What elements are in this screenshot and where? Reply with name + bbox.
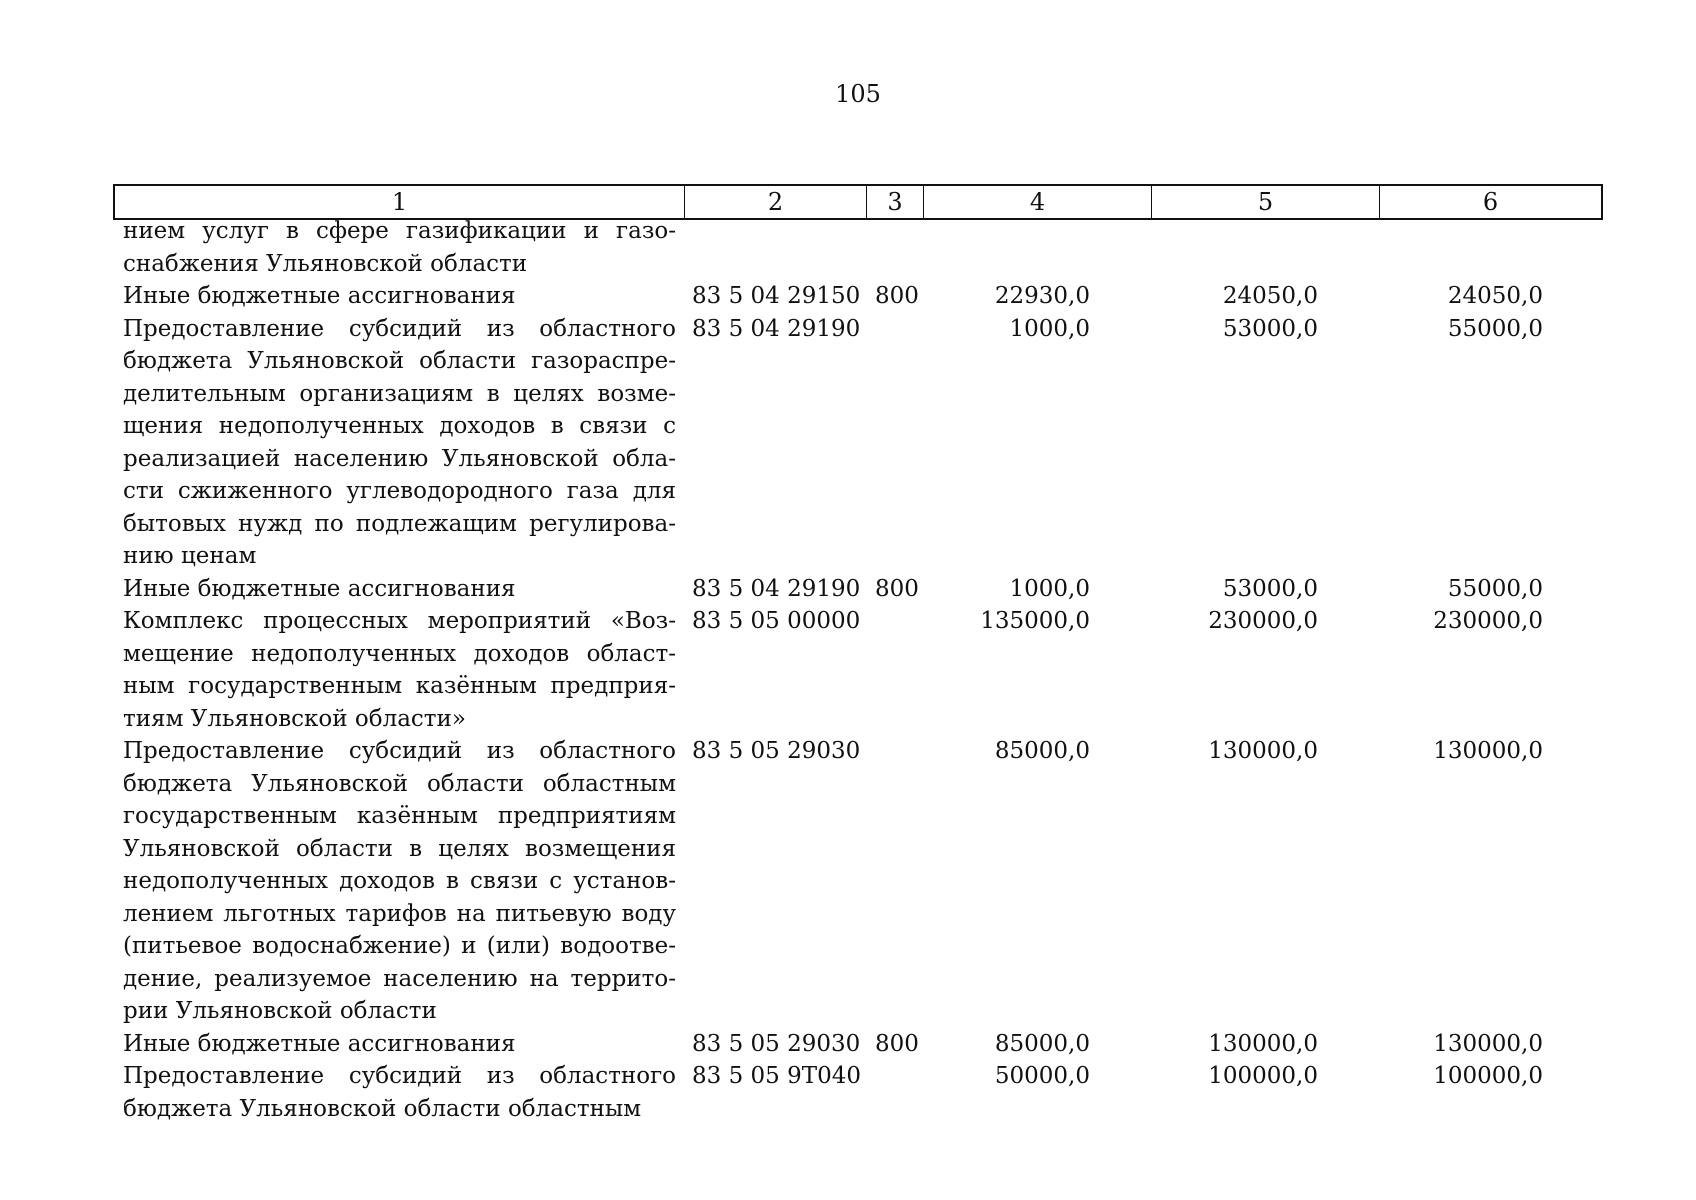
row-value-5: 130000,0: [1208, 1030, 1318, 1057]
table-body: [123, 215, 1603, 1125]
row-code: 83 5 04 29190: [692, 575, 861, 602]
row-value-4: 85000,0: [994, 738, 1090, 764]
row-value-6: 55000,0: [1447, 315, 1543, 342]
column-header-1: 1: [115, 186, 685, 218]
table-row: [123, 573, 1603, 606]
row-description: Иные бюджетные ассигнования: [123, 1030, 516, 1057]
row-code: [680, 215, 865, 280]
page-number: 105: [835, 80, 881, 108]
row-type: 800: [875, 1030, 919, 1057]
row-description: Иные бюджетные ассигнования: [123, 575, 516, 602]
row-description: Комплекс процессных мероприятий «Воз-мещение недополученных доходов област-ным государственным казённым предприя-тиям Ульяновской области»: [123, 608, 676, 732]
row-description: Иные бюджетные ассигнования: [123, 283, 516, 309]
row-value-4: 50000,0: [994, 1063, 1090, 1089]
row-value-5: 130000,0: [1208, 738, 1318, 764]
table-row: [123, 1028, 1603, 1061]
row-value-5: 53000,0: [1222, 315, 1318, 342]
row-code: 83 5 04 29150: [692, 283, 861, 309]
row-code: 83 5 05 9Т040: [692, 1063, 861, 1089]
row-type: [865, 215, 922, 280]
row-value-6: 24050,0: [1447, 283, 1543, 309]
row-code: 83 5 05 00000: [692, 608, 861, 634]
row-value-6: 100000,0: [1433, 1063, 1543, 1089]
row-value-6: 55000,0: [1447, 575, 1543, 602]
row-type: [865, 605, 922, 735]
row-value-4: [922, 215, 1150, 280]
table-row: [123, 1060, 1603, 1125]
row-type: [865, 735, 922, 1028]
table-row: [123, 313, 1603, 573]
row-code: 83 5 04 29190: [692, 315, 861, 342]
row-type: 800: [875, 283, 919, 309]
row-value-5: [1150, 215, 1378, 280]
row-value-4: 1000,0: [1009, 575, 1090, 602]
column-header-3: 3: [867, 186, 924, 218]
row-type: 800: [875, 575, 919, 602]
row-description: нием услуг в сфере газификации и газо-снабжения Ульяновской области: [123, 218, 676, 277]
row-value-6: 130000,0: [1433, 1030, 1543, 1057]
table-row: [123, 215, 1603, 280]
table-row: [123, 605, 1603, 735]
row-code: 83 5 05 29030: [692, 1030, 861, 1057]
table-row: [123, 280, 1603, 313]
column-header-4: 4: [924, 186, 1152, 218]
row-value-6: 130000,0: [1433, 738, 1543, 764]
row-description: Предоставление субсидий из областного бюджета Ульяновской области областным: [123, 1063, 676, 1122]
row-code: 83 5 05 29030: [692, 738, 861, 764]
row-value-5: 24050,0: [1222, 283, 1318, 309]
table-row: [123, 735, 1603, 1028]
row-value-4: 22930,0: [994, 283, 1090, 309]
row-type: [865, 313, 922, 573]
row-value-6: [1378, 215, 1603, 280]
column-header-6: 6: [1482, 188, 1499, 216]
column-header-5: 5: [1152, 186, 1380, 218]
column-header-2: 2: [685, 186, 867, 218]
row-value-5: 53000,0: [1222, 575, 1318, 602]
row-value-6: 230000,0: [1433, 608, 1543, 634]
row-value-4: 85000,0: [994, 1030, 1090, 1057]
row-description: Предоставление субсидий из областного бюджета Ульяновской области областным государственным казённым предприятиям Ульяновской области в целях возмещения недополученных доходов в связи с установ-лением льготных тарифов на питьевую воду (питьевое водоснабжение) и (или) водоотве-дение, реализуемое населению на террито-рии Ульяновской области: [123, 738, 676, 1024]
row-value-4: 135000,0: [980, 608, 1090, 634]
row-value-5: 100000,0: [1208, 1063, 1318, 1089]
row-value-4: 1000,0: [1009, 315, 1090, 342]
row-description: Предоставление субсидий из областного бюджета Ульяновской области газораспре-делительным организациям в целях возме-щения недополученных доходов в связи с реализацией населению Ульяновской обла-сти сжиженного углеводородного газа для бытовых нужд по подлежащим регулирова-нию ценам: [123, 315, 676, 569]
row-value-5: 230000,0: [1208, 608, 1318, 634]
row-type: [865, 1060, 922, 1125]
